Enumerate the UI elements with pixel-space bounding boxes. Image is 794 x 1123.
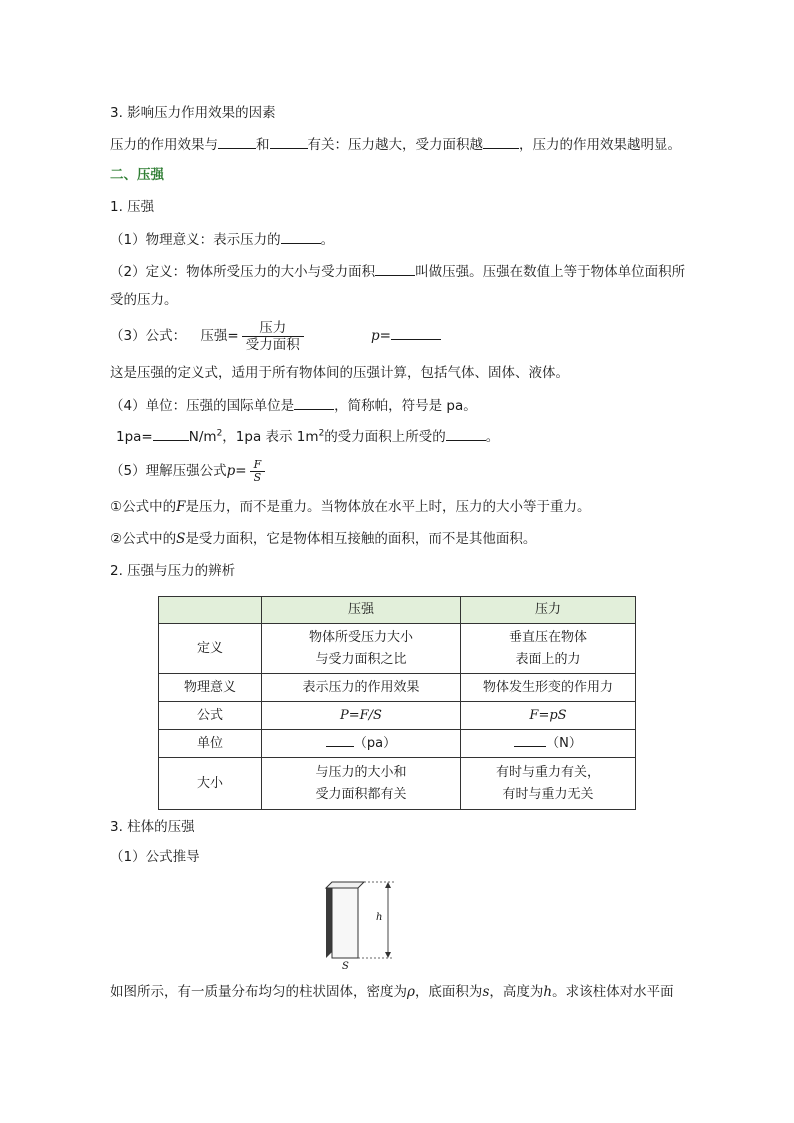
text: p= (226, 463, 247, 479)
paragraph-factors (110, 135, 681, 154)
fraction-denominator: S (253, 470, 262, 484)
table-header-cell: 压力 (461, 597, 636, 624)
row-label: 物理意义 (159, 674, 262, 702)
text: 压力的作用效果与 (110, 137, 218, 153)
table-row (159, 758, 636, 810)
point-two (110, 530, 536, 548)
height-label: h (376, 912, 383, 923)
table-header-cell: 压强 (262, 597, 461, 624)
text: 是压力，而不是重力。当物体放在水平上时，压力的大小等于重力。 (185, 499, 591, 515)
formula-fraction (242, 320, 304, 353)
table-cell: F=pS (461, 702, 636, 730)
superscript: 2 (216, 428, 223, 439)
table-row (159, 624, 636, 674)
part-title: 二、压强 (110, 167, 164, 183)
text: ，1pa 表示 1m (222, 429, 319, 445)
understand-line (110, 453, 268, 489)
table-header-row (159, 597, 636, 624)
text: 叫做压强。压强在数值上等于物体单位面积所 (415, 264, 686, 280)
fill-blank[interactable] (218, 135, 256, 149)
symbol: F (176, 499, 186, 515)
cell-line: 表面上的力 (515, 651, 581, 667)
cell-line: 与受力面积之比 (315, 651, 407, 667)
symbol: h (543, 984, 553, 1000)
text: p= (371, 328, 391, 344)
text: （2）定义：物体所受压力的大小与受力面积 (110, 264, 376, 280)
cell-line: 有时与重力无关 (502, 786, 594, 802)
text: 。求该柱体对水平面 (552, 984, 674, 1000)
table-row (159, 674, 636, 702)
row-label: 定义 (159, 624, 262, 674)
cell-line: 垂直压在物体 (508, 629, 587, 645)
formula-fraction (250, 459, 266, 484)
point-one (110, 498, 590, 516)
table-cell (262, 758, 461, 810)
text: 1pa= (116, 429, 153, 445)
table-cell (461, 758, 636, 810)
text: （N） (546, 735, 582, 751)
row-label: 大小 (159, 758, 262, 810)
text: 。 (485, 429, 500, 445)
unit-line (110, 396, 477, 415)
superscript: 2 (318, 428, 325, 439)
text: ，简称帕，符号是 pa。 (334, 398, 477, 414)
formula-line (110, 318, 441, 354)
text: ②公式中的 (110, 531, 177, 547)
column-top-face (326, 882, 364, 888)
fill-blank[interactable] (483, 135, 519, 149)
arrow-head-bottom (385, 952, 391, 958)
fill-blank[interactable] (294, 396, 334, 410)
subsection-heading: 1. 压强 (110, 199, 155, 215)
table-row (159, 730, 636, 758)
definition-line (110, 262, 685, 281)
table-cell (461, 624, 636, 674)
comparison-table (158, 596, 636, 810)
fill-blank[interactable] (326, 733, 354, 747)
fill-blank[interactable] (281, 230, 321, 244)
cell-line: 与压力的大小和 (315, 764, 407, 780)
fill-blank[interactable] (446, 427, 486, 441)
fraction-numerator: 压力 (242, 320, 304, 337)
symbol: S (176, 531, 186, 547)
cell-line: 物体所受压力大小 (308, 629, 413, 645)
fill-blank[interactable] (391, 326, 441, 340)
fraction-numerator: F (250, 459, 266, 472)
text: ，压力的作用效果越明显。 (519, 137, 681, 153)
text: （1）物理意义：表示压力的 (110, 232, 281, 248)
fill-blank[interactable] (270, 135, 308, 149)
text: 是受力面积，它是物体相互接触的面积，而不是其他面积。 (185, 531, 537, 547)
text: 和 (256, 137, 270, 153)
derivation-heading: （1）公式推导 (110, 849, 200, 865)
unit-conversion-line (116, 427, 499, 446)
fill-blank[interactable] (375, 262, 415, 276)
fill-blank[interactable] (153, 427, 189, 441)
text: 。 (320, 232, 335, 248)
table-row (159, 702, 636, 730)
text: 如图所示，有一质量分布均匀的柱状固体，密度为 (110, 984, 407, 1000)
text: 的受力面积上所受的 (324, 429, 446, 445)
text: （pa） (353, 735, 397, 751)
table-cell: 表示压力的作用效果 (262, 674, 461, 702)
derivation-text (110, 983, 674, 1001)
fill-blank[interactable] (514, 733, 546, 747)
row-label: 公式 (159, 702, 262, 730)
subsection-heading: 2. 压强与压力的辨析 (110, 563, 236, 579)
text: N/m (188, 429, 217, 445)
table-header-cell (159, 597, 262, 624)
column-side-face (326, 882, 332, 958)
text: （5）理解压强公式 (110, 463, 227, 479)
cell-line: 有时与重力有关， (495, 764, 600, 780)
row-label: 单位 (159, 730, 262, 758)
table-cell (461, 730, 636, 758)
text: （4）单位：压强的国际单位是 (110, 398, 295, 414)
table-cell: P=F/S (262, 702, 461, 730)
symbol: ρ (407, 984, 415, 1000)
text: 压强= (200, 328, 239, 344)
text: ，底面积为 (414, 984, 483, 1000)
text: ，高度为 (489, 984, 544, 1000)
table-cell: 物体发生形变的作用力 (461, 674, 636, 702)
column-figure (318, 876, 398, 970)
table-cell (262, 624, 461, 674)
definition-line-2: 受的压力。 (110, 292, 178, 308)
formula-note: 这是压强的定义式，适用于所有物体间的压强计算，包括气体、固体、液体。 (110, 365, 569, 381)
symbol: s (482, 984, 490, 1000)
column-front-face (332, 888, 358, 958)
subsection-heading: 3. 柱体的压强 (110, 819, 195, 835)
meaning-line (110, 230, 334, 249)
fraction-denominator: 受力面积 (245, 336, 300, 353)
cell-line: 受力面积都有关 (315, 786, 407, 802)
text: （3）公式： (110, 328, 187, 344)
arrow-head-top (385, 882, 391, 888)
table-cell (262, 730, 461, 758)
section-heading: 3. 影响压力作用效果的因素 (110, 105, 276, 121)
area-label: S (342, 961, 349, 970)
text: ①公式中的 (110, 499, 177, 515)
text: 有关：压力越大，受力面积越 (307, 137, 483, 153)
